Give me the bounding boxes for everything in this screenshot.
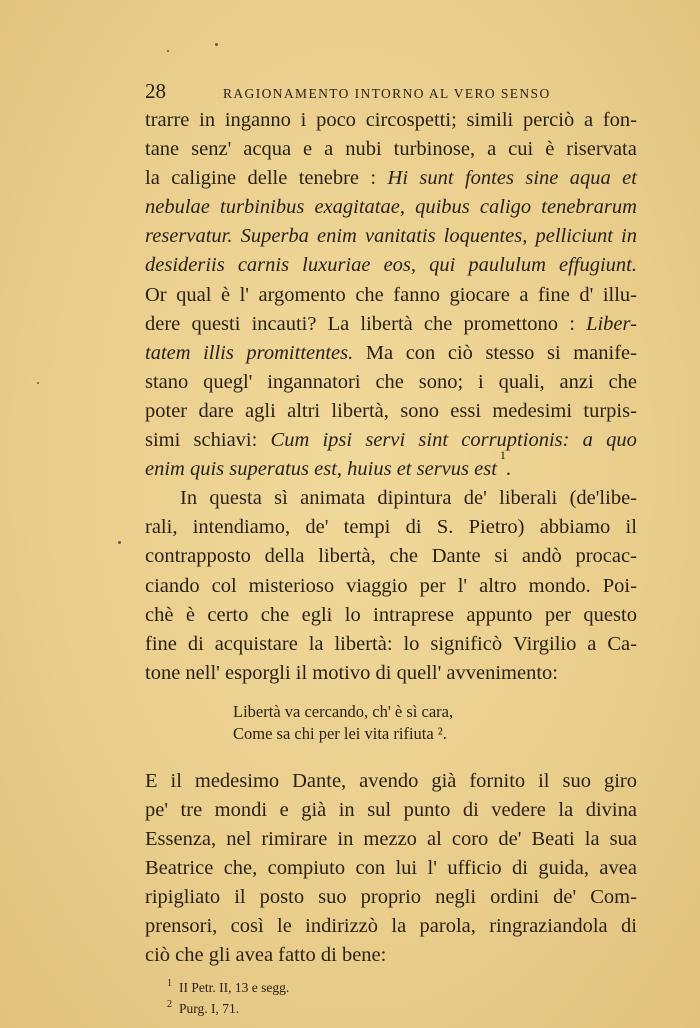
word: animata	[300, 487, 366, 510]
word: In	[180, 487, 198, 510]
text-line	[145, 310, 637, 339]
word: è	[220, 283, 231, 306]
word: il	[538, 769, 550, 792]
word: il	[234, 886, 246, 909]
word: manife-	[573, 341, 637, 364]
footnote-text: Purg. I, 71.	[179, 1000, 240, 1016]
word: mondi	[214, 798, 268, 821]
word: de'	[498, 828, 522, 851]
word: già	[431, 769, 457, 792]
word: caligo	[479, 196, 532, 219]
word: altri	[287, 399, 321, 422]
text-line	[145, 659, 637, 688]
page-content	[145, 76, 637, 1019]
word: de'	[305, 516, 329, 539]
word: turbinibus	[220, 196, 305, 219]
word: dere	[145, 312, 181, 335]
text-run: ciò che gli avea fatto di bene:	[145, 944, 387, 967]
word: suo	[318, 886, 347, 909]
word: Beatrice	[145, 857, 214, 880]
word: e	[279, 798, 289, 821]
word: fine	[537, 283, 570, 306]
word: sono	[400, 399, 439, 422]
word: i	[478, 370, 484, 393]
text-line	[145, 825, 637, 854]
word: acqua	[243, 138, 292, 161]
word: caligine	[171, 167, 237, 190]
text-line	[145, 484, 637, 513]
word: sono;	[418, 370, 464, 393]
word: Pietro)	[468, 516, 525, 539]
word: punto	[403, 798, 451, 821]
word: che	[260, 603, 290, 626]
text-line	[145, 164, 637, 193]
word: il	[625, 516, 637, 539]
word: la	[308, 632, 324, 655]
word: in	[338, 798, 355, 821]
word: questi	[191, 312, 241, 335]
word: riservata	[566, 138, 637, 161]
word: mezzo	[363, 828, 417, 851]
word: già	[301, 798, 327, 821]
word: proprio	[360, 886, 422, 909]
word: certo	[207, 603, 249, 626]
word: che	[608, 370, 637, 393]
paragraph-2	[145, 484, 637, 688]
word: la	[391, 915, 407, 938]
word: Beati	[531, 828, 575, 851]
word: negli	[435, 886, 477, 909]
word: quo	[606, 429, 637, 452]
word: con	[405, 341, 436, 364]
word: promittentes.	[246, 341, 354, 364]
word: Dante	[431, 545, 481, 568]
word: andò	[521, 545, 562, 568]
word: stesso	[485, 341, 535, 364]
word: giocare	[449, 283, 510, 306]
word: Ma	[365, 341, 394, 364]
word: Cum	[270, 429, 310, 452]
word: misterioso	[248, 574, 335, 597]
word: la	[558, 798, 574, 821]
word: poco	[316, 109, 356, 131]
word: avea	[599, 857, 637, 880]
text-line	[145, 542, 637, 571]
word: abbiamo	[539, 516, 611, 539]
word: ordini	[490, 886, 540, 909]
word: appunto	[466, 603, 533, 626]
word: sua	[609, 828, 637, 851]
word: inganno	[224, 109, 291, 131]
word: stano	[145, 370, 189, 393]
word: perciò	[523, 109, 575, 131]
word: l'	[457, 574, 468, 597]
word: Dante,	[292, 769, 347, 792]
word: mondo.	[528, 574, 591, 597]
word: lo	[403, 632, 420, 655]
word: intendiamo,	[192, 516, 291, 539]
word: si	[494, 545, 509, 568]
footnote-ref: 1	[496, 448, 506, 463]
word: che,	[223, 857, 258, 880]
text-line	[145, 854, 637, 883]
text-line	[145, 912, 637, 941]
word: fornito	[469, 769, 526, 792]
word: le	[277, 915, 292, 938]
word: i	[300, 109, 307, 131]
word: servi	[365, 429, 406, 452]
word: sul	[367, 798, 392, 821]
word: Essenza,	[145, 828, 217, 851]
word: qual	[176, 283, 212, 306]
word: a	[324, 138, 334, 161]
word: carnis	[237, 254, 290, 277]
word: libertà:	[334, 632, 393, 655]
word: senz'	[191, 138, 232, 161]
text-line	[145, 193, 637, 222]
word: reservatur.	[145, 225, 233, 248]
word: d'	[579, 283, 594, 306]
word: cui	[508, 138, 534, 161]
footnote-mark: 1	[167, 978, 172, 990]
word: è	[545, 138, 555, 161]
word: della	[264, 545, 305, 568]
word: circospetti;	[365, 109, 457, 131]
word: a	[487, 138, 497, 161]
word: (de'libe-	[569, 487, 637, 510]
word: de'	[463, 487, 487, 510]
word: enim	[317, 225, 357, 248]
word: S.	[436, 516, 454, 539]
word: de'	[553, 886, 577, 909]
word: loquentes,	[443, 225, 528, 248]
paper-speck	[167, 50, 169, 52]
word: quali,	[498, 370, 545, 393]
verse-quotation	[233, 701, 637, 745]
word: nel	[226, 828, 252, 851]
word: :	[370, 167, 377, 190]
word: rimirare	[261, 828, 328, 851]
word: E	[145, 769, 158, 792]
word: argomento	[258, 283, 346, 306]
word: in	[199, 109, 216, 131]
word: che	[389, 545, 418, 568]
text-line	[145, 448, 637, 484]
word: illu-	[602, 283, 637, 306]
verse-line: Libertà va cercando, ch' è sì cara,	[233, 701, 454, 721]
text-line	[145, 630, 637, 659]
word: intraprese	[373, 603, 454, 626]
word: indirizzò	[305, 915, 379, 938]
footnote-text: II Petr. II, 13 e segg.	[179, 979, 290, 995]
text-run: enim quis superatus est, huius et servus est	[145, 458, 497, 481]
word: che	[355, 283, 384, 306]
word: rali,	[145, 516, 178, 539]
word: dipintura	[377, 487, 452, 510]
word: schiavi:	[193, 429, 258, 452]
word: sunt	[419, 167, 454, 190]
word: illis	[203, 341, 234, 364]
running-head	[145, 76, 637, 106]
word: anzi	[559, 370, 594, 393]
word: lo	[344, 603, 361, 626]
word: suo	[562, 769, 591, 792]
word: a	[583, 109, 594, 131]
text-run: tone nell' esporgli il motivo di quell' avvenimento:	[145, 661, 558, 684]
paper-speck	[37, 382, 39, 384]
word: tatem	[145, 341, 191, 364]
word: lui	[395, 857, 418, 880]
word: Ca-	[607, 632, 637, 655]
word: acquistare	[214, 632, 298, 655]
word: l'	[427, 857, 437, 880]
word: turpis-	[583, 399, 637, 422]
text-line	[145, 397, 637, 426]
word: libertà,	[331, 399, 389, 422]
word: promettono	[463, 312, 559, 335]
word: ipsi	[322, 429, 353, 452]
paragraph-3	[145, 767, 637, 971]
word: di	[462, 798, 479, 821]
word: fanno	[393, 283, 440, 306]
text-line	[145, 941, 637, 970]
word: effugiunt.	[558, 254, 637, 277]
word: a	[519, 283, 529, 306]
text-line	[145, 222, 637, 251]
word: avendo	[359, 769, 419, 792]
word: incauti?	[251, 312, 317, 335]
word: coro	[451, 828, 489, 851]
word: guida,	[538, 857, 589, 880]
word: altro	[479, 574, 517, 597]
word: tane	[145, 138, 180, 161]
word: trarre	[145, 109, 190, 131]
word: al	[426, 828, 442, 851]
text-line	[145, 601, 637, 630]
word: di	[187, 632, 204, 655]
text-line	[145, 281, 637, 310]
word: in	[337, 828, 354, 851]
word: ciò	[447, 341, 473, 364]
word: procac-	[575, 545, 637, 568]
word: tenebre	[298, 167, 360, 190]
text-line	[145, 368, 637, 397]
word: a	[582, 429, 593, 452]
word: col	[211, 574, 237, 597]
word: quegl'	[203, 370, 253, 393]
word: simi	[145, 429, 181, 452]
word: di	[620, 915, 637, 938]
footnote-mark: 2	[167, 999, 172, 1011]
footnotes	[167, 977, 637, 1019]
footnote-2	[167, 998, 637, 1019]
word: questo	[583, 603, 637, 626]
word: poter	[145, 399, 188, 422]
word: delle	[247, 167, 288, 190]
word: ringraziandola	[489, 915, 608, 938]
word: pelliciunt	[535, 225, 613, 248]
word: :	[569, 312, 575, 335]
word: agli	[245, 399, 276, 422]
word: che	[375, 370, 404, 393]
word: viaggio	[346, 574, 408, 597]
word: egli	[301, 603, 333, 626]
word: Hi	[387, 167, 409, 190]
word: tenebrarum	[541, 196, 637, 219]
word: prensori,	[145, 915, 218, 938]
word: vanitatis	[364, 225, 436, 248]
word: fine	[145, 632, 177, 655]
paragraph-1	[145, 106, 637, 484]
word: la	[145, 167, 160, 190]
word: nubi	[345, 138, 382, 161]
word: contrapposto	[145, 545, 251, 568]
word: aqua	[569, 167, 611, 190]
word: per	[419, 574, 446, 597]
word: ciando	[145, 574, 200, 597]
word: Liber-	[586, 312, 637, 335]
word: sint	[418, 429, 449, 452]
word: fon-	[602, 109, 637, 131]
word: quibus	[415, 196, 470, 219]
verse-line: Come sa chi per lei vita rifiuta ².	[233, 723, 447, 743]
word: nebulae	[145, 196, 210, 219]
word: libertà,	[318, 545, 376, 568]
text-line	[145, 572, 637, 601]
word: et	[622, 167, 637, 190]
paper-speck	[215, 43, 218, 46]
text-line	[145, 339, 637, 368]
text-run: .	[505, 458, 512, 481]
word: medesimi	[492, 399, 573, 422]
word: il	[170, 769, 182, 792]
text-line	[145, 251, 637, 280]
word: qui	[429, 254, 456, 277]
word: essi	[450, 399, 482, 422]
word: Or	[145, 283, 167, 306]
word: libertà	[360, 312, 413, 335]
word: di	[511, 857, 528, 880]
word: sine	[525, 167, 559, 190]
word: per	[544, 603, 572, 626]
word: pe'	[145, 798, 169, 821]
word: desideriis	[145, 254, 225, 277]
word: luxuriae	[302, 254, 371, 277]
word: compiuto	[267, 857, 346, 880]
word: ufficio	[447, 857, 502, 880]
text-line	[145, 767, 637, 796]
word: si	[546, 341, 561, 364]
word: La	[327, 312, 350, 335]
word: significò	[430, 632, 503, 655]
word: è	[185, 603, 195, 626]
word: exagitatae,	[314, 196, 405, 219]
word: chè	[145, 603, 174, 626]
text-line	[145, 513, 637, 542]
word: fontes	[464, 167, 514, 190]
word: Poi-	[602, 574, 637, 597]
text-line	[145, 883, 637, 912]
text-line	[145, 106, 637, 135]
word: giro	[603, 769, 637, 792]
word: medesimo	[194, 769, 280, 792]
word: corruptionis:	[461, 429, 570, 452]
word: con	[355, 857, 386, 880]
word: dare	[198, 399, 234, 422]
word: ingannatori	[267, 370, 361, 393]
word: e	[303, 138, 313, 161]
word: questa	[209, 487, 262, 510]
text-line	[145, 135, 637, 164]
running-title: RAGIONAMENTO INTORNO AL VERO SENSO	[223, 86, 551, 101]
word: Com-	[590, 886, 637, 909]
text-line	[145, 796, 637, 825]
word: Virgilio	[513, 632, 577, 655]
word: tre	[180, 798, 203, 821]
footnote-1	[167, 977, 637, 998]
word: liberali	[499, 487, 558, 510]
word: la	[584, 828, 600, 851]
word: così	[230, 915, 264, 938]
word: eos,	[383, 254, 417, 277]
word: paululum	[468, 254, 546, 277]
word: Superba	[240, 225, 309, 248]
word: turbinose,	[393, 138, 476, 161]
word: divina	[585, 798, 637, 821]
word: parola,	[419, 915, 476, 938]
word: che	[423, 312, 453, 335]
text-line	[145, 426, 637, 455]
word: ripigliato	[145, 886, 221, 909]
word: l'	[239, 283, 249, 306]
word: di	[405, 516, 422, 539]
word: posto	[259, 886, 305, 909]
word: in	[621, 225, 637, 248]
word: sì	[274, 487, 288, 510]
word: tempi	[343, 516, 391, 539]
word: a	[587, 632, 597, 655]
word: simili	[466, 109, 514, 131]
word: vedere	[491, 798, 546, 821]
paper-speck	[118, 541, 121, 544]
page-number: 28	[145, 79, 166, 103]
